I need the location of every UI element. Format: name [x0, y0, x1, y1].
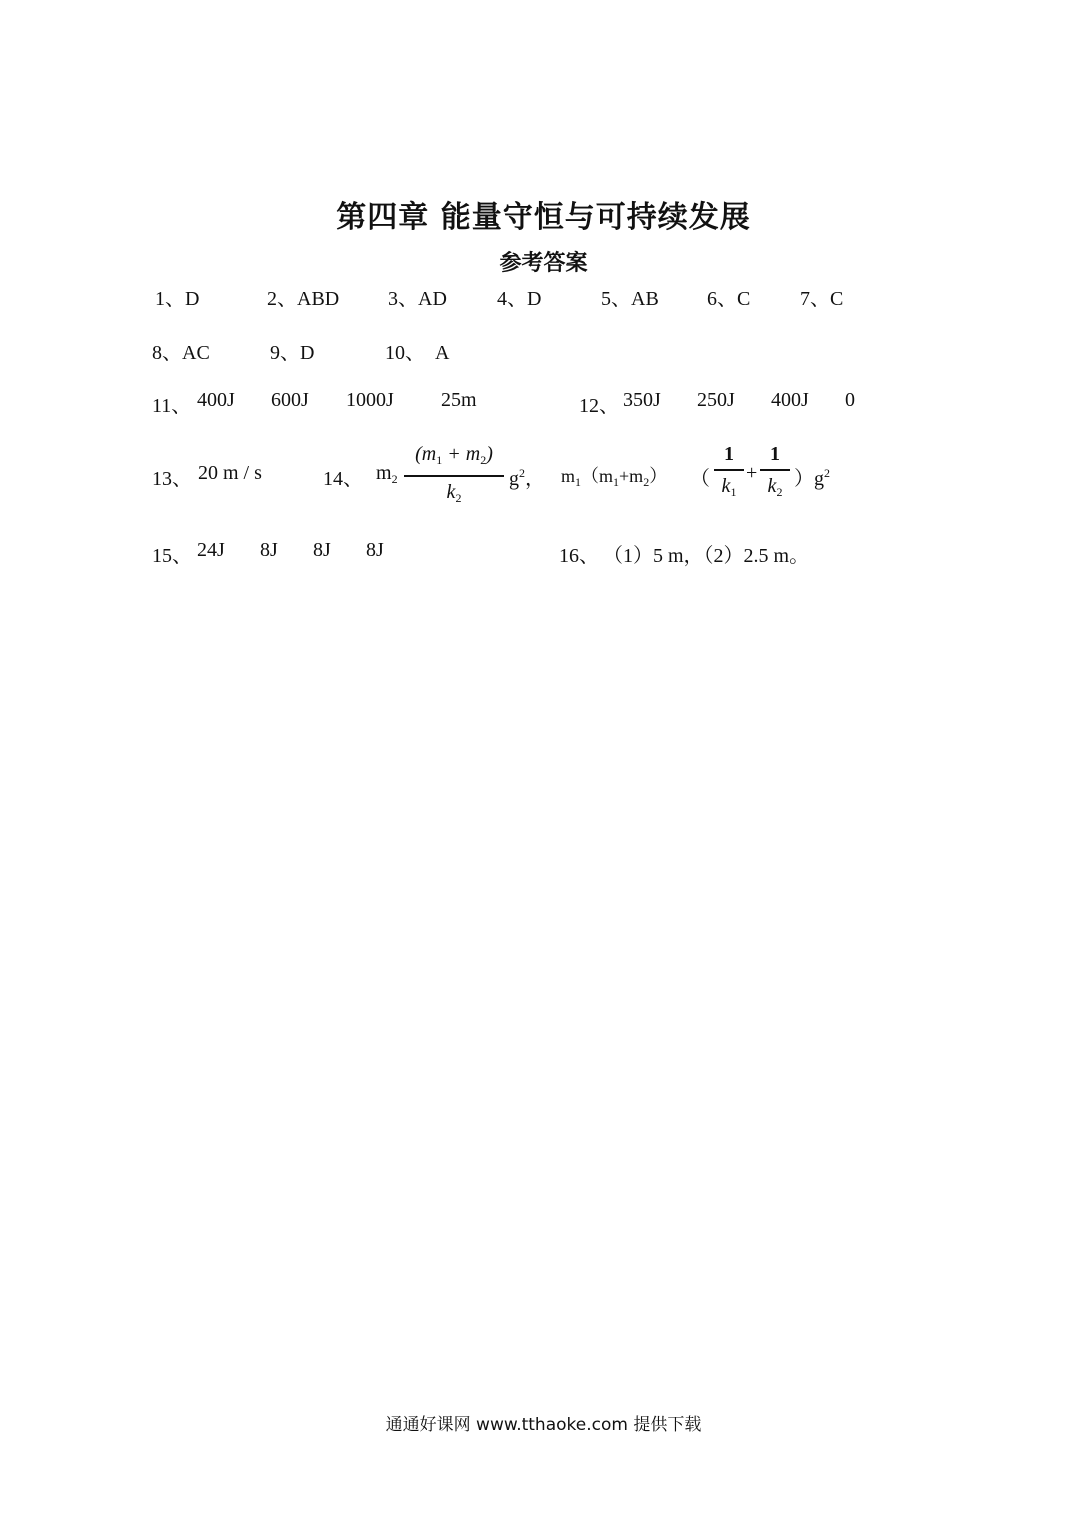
formula-second-answer: $m_1(m_1+m_2)$: [561, 466, 668, 489]
fraction-bar: [760, 469, 790, 471]
formula-coefficient: $m_2$: [376, 462, 398, 486]
answer-item: 7、C: [800, 288, 844, 310]
close-paren-g-squared: ）$g^2$: [794, 466, 830, 490]
answer-item: 5、AB: [601, 288, 659, 310]
answer-key-heading: 参考答案: [499, 251, 588, 276]
fraction-bar: [714, 469, 744, 471]
fraction-numerator: $(m_1 + m_2)$: [415, 443, 493, 467]
answer-value: 400J: [197, 389, 235, 411]
answer-item: 4、D: [497, 288, 542, 310]
answer-value: （1）5 m，（2）2.5 m。: [603, 545, 810, 567]
answer-value: 8J: [313, 539, 331, 561]
question-number: 16、: [559, 545, 599, 567]
fraction-denominator: $k_2$: [446, 480, 462, 505]
fraction-numerator: 1: [770, 443, 780, 465]
answer-value: 0: [845, 389, 855, 411]
answer-item: 1、D: [155, 288, 200, 310]
question-number: 11、: [152, 395, 192, 417]
formula-g-squared: $g^2$，: [509, 466, 545, 490]
answer-item: 2、ABD: [267, 288, 340, 310]
formula-fraction-2: [714, 442, 744, 504]
question-number: 14、: [323, 468, 363, 490]
answer-value: 25m: [441, 389, 477, 411]
answer-item: 3、AD: [388, 288, 447, 310]
answer-item: 6、C: [707, 288, 751, 310]
answer-value: 8J: [366, 539, 384, 561]
open-paren: （: [690, 468, 710, 490]
answer-value: 20 m / s: [198, 462, 262, 484]
formula-fraction-1: [404, 442, 504, 510]
answer-item: 9、D: [270, 342, 315, 364]
answer-value: 8J: [260, 539, 278, 561]
fraction-denominator: $k_1$: [721, 474, 737, 499]
answer-value: 24J: [197, 539, 225, 561]
answer-value: 350J: [623, 389, 661, 411]
question-number: 13、: [152, 468, 192, 490]
answer-value: 250J: [697, 389, 735, 411]
question-number: 12、: [579, 395, 619, 417]
answer-item: 8、AC: [152, 342, 210, 364]
plus-sign: +: [746, 462, 758, 484]
answer-value: 400J: [771, 389, 809, 411]
formula-fraction-3: [760, 442, 790, 504]
answer-value: 1000J: [346, 389, 394, 411]
answer-value: 600J: [271, 389, 309, 411]
chapter-title: 第四章 能量守恒与可持续发展: [336, 200, 751, 235]
answer-item: 10、 A: [385, 342, 450, 364]
fraction-numerator: 1: [724, 443, 734, 465]
footer-credit: 通通好课网 www.tthaoke.com 提供下载: [385, 1415, 702, 1435]
fraction-denominator: $k_2$: [767, 474, 783, 499]
fraction-bar: [404, 475, 504, 477]
question-number: 15、: [152, 545, 192, 567]
